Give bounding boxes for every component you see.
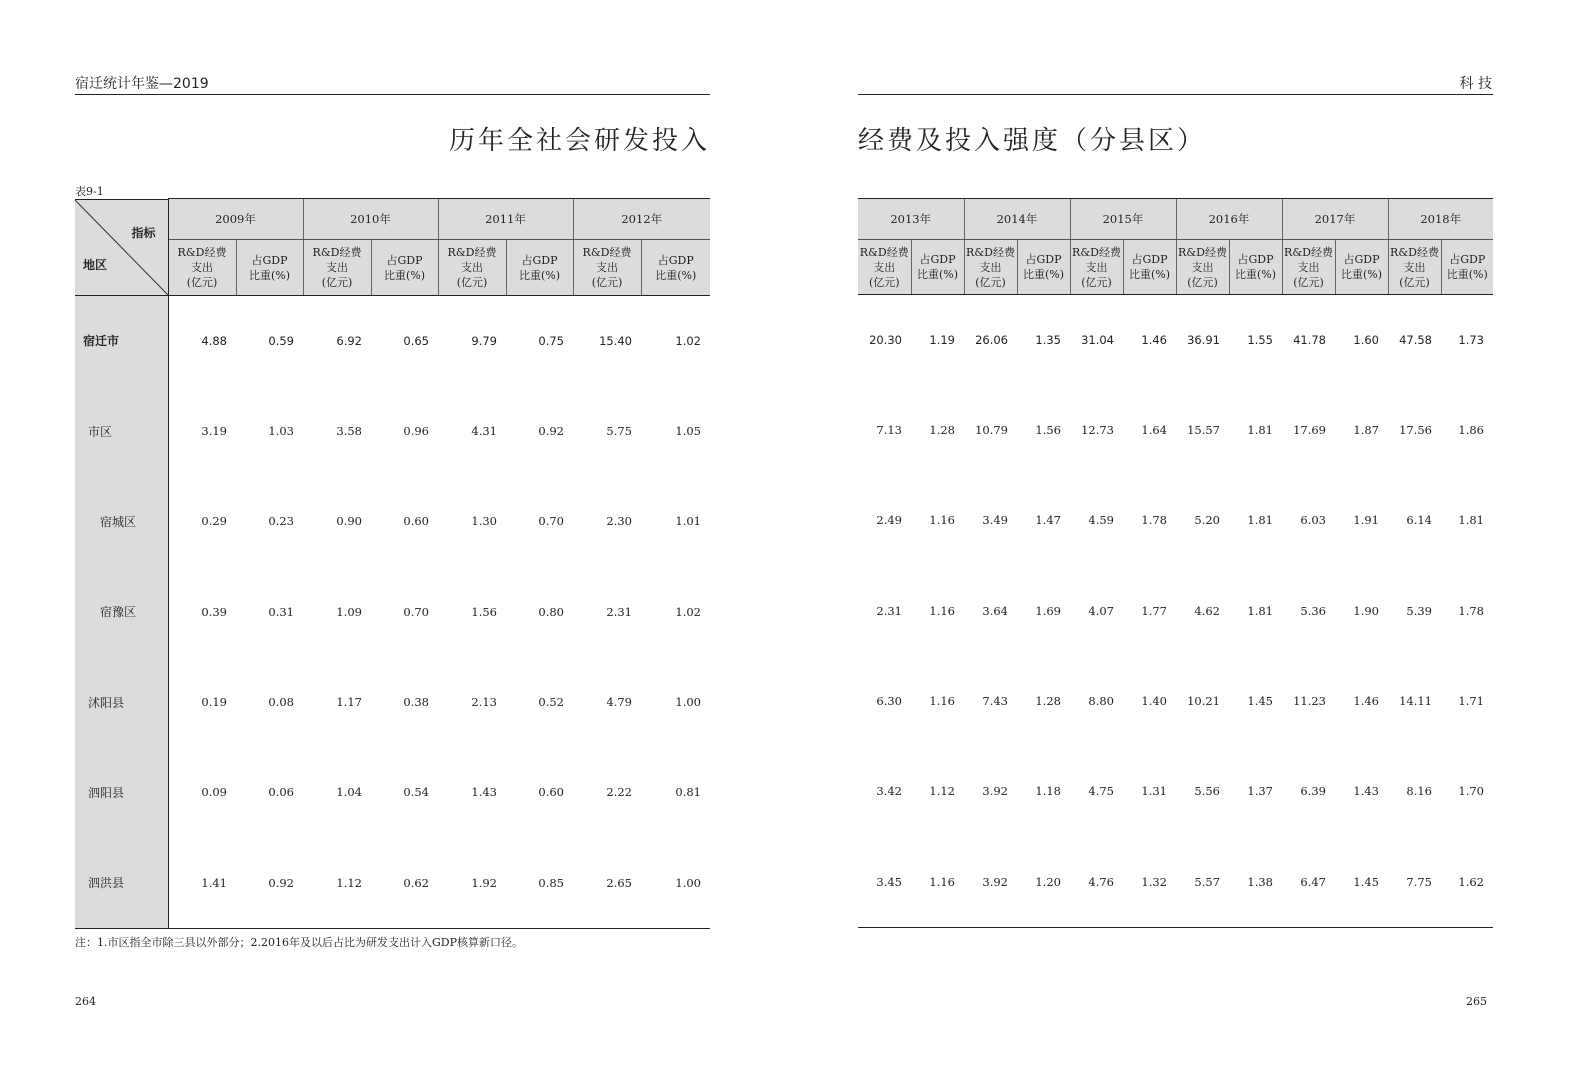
rd-expenditure-cell: 1.12: [303, 837, 371, 928]
header-text: 占GDP: [251, 253, 288, 267]
gdp-share-cell: 1.02: [675, 604, 701, 619]
gdp-share-cell: 1.86: [1458, 423, 1484, 438]
rd-expenditure-cell: 2.31: [606, 604, 632, 619]
rd-expenditure-cell: 5.57: [1176, 836, 1229, 927]
region-label: 宿迁市: [75, 296, 168, 387]
gdp-share-cell: 1.78: [1458, 603, 1484, 618]
rd-expenditure-cell: 31.04: [1081, 333, 1114, 347]
rd-expenditure-header: [573, 240, 641, 296]
gdp-share-cell: 1.81: [1247, 513, 1273, 528]
gdp-share-cell: 1.81: [1458, 513, 1484, 528]
gdp-share-cell: 1.55: [1247, 333, 1273, 347]
year-header: 2011年: [438, 199, 573, 240]
gdp-share-cell: 1.12: [929, 784, 955, 799]
header-text: 比重(%): [383, 268, 426, 282]
rd-expenditure-cell: 7.13: [876, 423, 902, 438]
rd-expenditure-cell: 6.39: [1300, 784, 1326, 799]
header-text: 比重(%): [1128, 268, 1171, 281]
rd-expenditure-cell: 10.21: [1187, 694, 1220, 709]
gdp-share-cell: 0.31: [268, 604, 294, 619]
rd-expenditure-cell: 1.56: [471, 604, 497, 619]
gdp-share-cell: 1.91: [1353, 513, 1379, 528]
region-label: 宿城区: [75, 476, 168, 566]
year-header: 2013年: [858, 199, 964, 240]
rd-expenditure-cell: 1.92: [438, 837, 506, 928]
gdp-share-cell: 0.54: [403, 785, 429, 800]
rd-expenditure-header: [303, 240, 371, 296]
rd-expenditure-cell: 2.31: [876, 603, 902, 618]
header-text: 支出: [596, 261, 618, 275]
gdp-share-header: [1335, 240, 1388, 295]
rd-expenditure-cell: 15.57: [1187, 423, 1220, 438]
running-header: 宿迁统计年鉴—2019: [75, 76, 209, 92]
data-table-left: [75, 198, 710, 929]
header-text: 比重(%): [518, 268, 561, 282]
rd-expenditure-cell: 8.16: [1406, 784, 1432, 799]
rd-expenditure-cell: 4.07: [1088, 603, 1114, 618]
header-text: (亿元): [1293, 275, 1324, 289]
rd-expenditure-cell: 5.36: [1300, 603, 1326, 618]
header-text: 支出: [1297, 260, 1320, 274]
rd-expenditure-cell: 6.30: [876, 694, 902, 709]
gdp-share-header: [1123, 240, 1176, 295]
rd-expenditure-header: [964, 240, 1017, 295]
rd-expenditure-cell: 41.78: [1293, 333, 1326, 347]
header-text: 支出: [873, 260, 896, 274]
gdp-share-cell: 1.43: [1353, 784, 1379, 799]
gdp-share-cell: 1.81: [1247, 603, 1273, 618]
gdp-share-header: [641, 240, 710, 296]
header-text: 支出: [461, 261, 483, 275]
year-header: 2009年: [168, 199, 303, 240]
rd-expenditure-cell: 3.42: [876, 784, 902, 799]
rd-expenditure-cell: 2.30: [606, 514, 632, 529]
header-text: R&D经费: [1284, 245, 1333, 259]
header-text: 支出: [1085, 260, 1108, 274]
header-text: R&D经费: [966, 245, 1015, 259]
rd-expenditure-cell: 10.79: [975, 423, 1008, 438]
gdp-share-cell: 1.81: [1247, 423, 1273, 438]
running-header-section: 科 技: [1459, 76, 1492, 92]
page-number-left: 264: [75, 995, 96, 1008]
table-number: 表9-1: [75, 185, 104, 198]
gdp-share-header: [506, 240, 573, 296]
header-text: 比重(%): [248, 268, 291, 282]
table-row: [75, 747, 710, 837]
table-row: [75, 567, 710, 657]
rd-expenditure-cell: 4.31: [471, 424, 497, 439]
region-label: 沭阳县: [75, 657, 168, 747]
header-text: R&D经费: [1072, 245, 1121, 259]
gdp-share-cell: 0.70: [403, 604, 429, 619]
year-header: 2015年: [1070, 199, 1176, 240]
rd-expenditure-cell: 3.58: [336, 424, 362, 439]
header-text: 比重(%): [916, 268, 959, 281]
header-text: R&D经费: [1390, 245, 1439, 259]
rd-expenditure-cell: 12.73: [1081, 423, 1114, 438]
table-row: [858, 746, 1493, 836]
region-label: 宿豫区: [75, 567, 168, 657]
page-number-right: 265: [1466, 995, 1487, 1008]
rd-expenditure-cell: 0.19: [201, 695, 227, 710]
header-text: 占GDP: [521, 253, 558, 267]
rd-expenditure-cell: 26.06: [975, 333, 1008, 347]
gdp-share-cell: 1.71: [1458, 694, 1484, 709]
gdp-share-cell: 0.52: [538, 695, 564, 710]
rd-expenditure-cell: 6.14: [1406, 513, 1432, 528]
gdp-share-cell: 1.32: [1123, 836, 1176, 927]
rd-expenditure-cell: 6.03: [1300, 513, 1326, 528]
rd-expenditure-cell: 14.11: [1399, 694, 1432, 709]
gdp-share-cell: 0.80: [538, 604, 564, 619]
gdp-share-header: [1441, 240, 1493, 295]
page-title-left: 历年全社会研发投入: [448, 126, 710, 156]
gdp-share-cell: 0.62: [371, 837, 438, 928]
rd-expenditure-cell: 0.39: [201, 604, 227, 619]
rd-expenditure-cell: 9.79: [471, 334, 497, 348]
rd-expenditure-cell: 1.43: [471, 785, 497, 800]
rd-expenditure-header: [1282, 240, 1335, 295]
rd-expenditure-cell: 5.20: [1194, 513, 1220, 528]
gdp-share-cell: 1.46: [1141, 333, 1167, 347]
rd-expenditure-cell: 15.40: [599, 334, 632, 348]
table-row: [858, 475, 1493, 565]
rd-expenditure-cell: 4.88: [201, 334, 227, 348]
rd-expenditure-cell: 7.43: [982, 694, 1008, 709]
rd-expenditure-header: [1388, 240, 1441, 295]
gdp-share-cell: 1.69: [1035, 603, 1061, 618]
rd-expenditure-header: [1176, 240, 1229, 295]
gdp-share-cell: 1.00: [675, 695, 701, 710]
table-row: [858, 656, 1493, 746]
rd-expenditure-header: [858, 240, 911, 295]
rd-expenditure-cell: 17.69: [1293, 423, 1326, 438]
rd-expenditure-cell: 3.49: [982, 513, 1008, 528]
rd-expenditure-cell: 6.92: [336, 334, 362, 348]
header-text: 支出: [326, 261, 348, 275]
right-page: [793, 0, 1587, 1077]
gdp-share-cell: 0.06: [268, 785, 294, 800]
gdp-share-cell: 1.16: [911, 836, 964, 927]
year-header: 2014年: [964, 199, 1070, 240]
rd-expenditure-cell: 36.91: [1187, 333, 1220, 347]
year-header: 2010年: [303, 199, 438, 240]
gdp-share-header: [911, 240, 964, 295]
header-rule: [75, 94, 710, 95]
corner-indicator-label: 指标: [131, 225, 156, 240]
rd-expenditure-cell: 1.30: [471, 514, 497, 529]
header-text: R&D经费: [447, 246, 497, 260]
rd-expenditure-cell: 5.75: [606, 424, 632, 439]
gdp-share-cell: 1.90: [1353, 603, 1379, 618]
gdp-share-cell: 1.01: [675, 514, 701, 529]
rd-expenditure-cell: 7.75: [1388, 836, 1441, 927]
table-footnote: 注：1.市区指全市除三县以外部分；2.2016年及以后占比为研发支出计入GDP核算新口径。: [75, 936, 523, 949]
rd-expenditure-header: [168, 240, 236, 296]
rd-expenditure-cell: 0.90: [336, 514, 362, 529]
rd-expenditure-cell: 1.09: [336, 604, 362, 619]
header-text: (亿元): [975, 275, 1006, 289]
rd-expenditure-cell: 0.09: [201, 785, 227, 800]
gdp-share-cell: 1.03: [268, 424, 294, 439]
rd-expenditure-cell: 4.76: [1070, 836, 1123, 927]
rd-expenditure-cell: 2.49: [876, 513, 902, 528]
rd-expenditure-header: [438, 240, 506, 296]
header-rule: [858, 94, 1493, 95]
header-text: R&D经费: [312, 246, 362, 260]
gdp-share-cell: 0.60: [538, 785, 564, 800]
year-header: 2017年: [1282, 199, 1388, 240]
gdp-share-cell: 1.78: [1141, 513, 1167, 528]
header-text: 占GDP: [1449, 253, 1486, 266]
header-text: R&D经费: [177, 246, 227, 260]
rd-expenditure-cell: 3.19: [201, 424, 227, 439]
year-header: 2018年: [1388, 199, 1493, 240]
rd-expenditure-cell: 2.13: [471, 695, 497, 710]
header-text: (亿元): [456, 276, 488, 290]
rd-expenditure-cell: 17.56: [1399, 423, 1432, 438]
rd-expenditure-cell: 1.04: [336, 785, 362, 800]
gdp-share-cell: 0.70: [538, 514, 564, 529]
header-text: 占GDP: [1343, 253, 1380, 266]
year-header: 2012年: [573, 199, 710, 240]
gdp-share-cell: 1.28: [1035, 694, 1061, 709]
rd-expenditure-cell: 1.17: [336, 695, 362, 710]
rd-expenditure-cell: 4.62: [1194, 603, 1220, 618]
table-row: [858, 836, 1493, 927]
header-text: 占GDP: [1237, 253, 1274, 266]
gdp-share-cell: 1.16: [929, 603, 955, 618]
table-row: [75, 837, 710, 928]
header-text: 比重(%): [1340, 268, 1383, 281]
corner-cell: [75, 199, 168, 296]
gdp-share-cell: 1.56: [1035, 423, 1061, 438]
rd-expenditure-cell: 3.45: [858, 836, 911, 927]
gdp-share-cell: 1.31: [1141, 784, 1167, 799]
gdp-share-cell: 1.19: [929, 333, 955, 347]
gdp-share-cell: 1.38: [1229, 836, 1282, 927]
gdp-share-cell: 1.47: [1035, 513, 1061, 528]
table-row: [858, 566, 1493, 656]
gdp-share-header: [236, 240, 303, 296]
table-row: [75, 296, 710, 387]
gdp-share-cell: 1.64: [1141, 423, 1167, 438]
gdp-share-header: [1017, 240, 1070, 295]
header-text: 比重(%): [1234, 268, 1277, 281]
gdp-share-cell: 1.60: [1353, 333, 1379, 347]
gdp-share-cell: 0.92: [236, 837, 303, 928]
gdp-share-cell: 0.60: [403, 514, 429, 529]
rd-expenditure-cell: 2.65: [573, 837, 641, 928]
gdp-share-cell: 1.77: [1141, 603, 1167, 618]
gdp-share-cell: 0.59: [268, 334, 294, 348]
header-text: R&D经费: [582, 246, 632, 260]
table-row: [75, 386, 710, 476]
header-text: 支出: [1403, 260, 1426, 274]
rd-expenditure-cell: 5.39: [1406, 603, 1432, 618]
gdp-share-cell: 1.05: [675, 424, 701, 439]
gdp-share-cell: 1.45: [1247, 694, 1273, 709]
rd-expenditure-cell: 5.56: [1194, 784, 1220, 799]
gdp-share-cell: 1.45: [1335, 836, 1388, 927]
gdp-share-cell: 0.65: [403, 334, 429, 348]
region-label: 泗洪县: [75, 837, 168, 928]
header-text: R&D经费: [1178, 245, 1227, 259]
rd-expenditure-cell: 47.58: [1399, 333, 1432, 347]
table-row: [858, 385, 1493, 475]
gdp-share-cell: 0.96: [403, 424, 429, 439]
gdp-share-cell: 1.87: [1353, 423, 1379, 438]
rd-expenditure-cell: 6.47: [1282, 836, 1335, 927]
gdp-share-cell: 0.08: [268, 695, 294, 710]
header-text: 比重(%): [655, 268, 697, 282]
header-text: 支出: [979, 260, 1002, 274]
gdp-share-header: [1229, 240, 1282, 295]
gdp-share-cell: 1.02: [675, 334, 701, 348]
header-text: 占GDP: [919, 253, 956, 266]
rd-expenditure-cell: 4.79: [606, 695, 632, 710]
header-text: 比重(%): [1446, 268, 1488, 281]
rd-expenditure-cell: 2.22: [606, 785, 632, 800]
gdp-share-cell: 1.40: [1141, 694, 1167, 709]
header-text: 支出: [191, 261, 213, 275]
header-text: 支出: [1191, 260, 1214, 274]
gdp-share-cell: 0.85: [506, 837, 573, 928]
rd-expenditure-header: [1070, 240, 1123, 295]
gdp-share-cell: 1.00: [641, 837, 710, 928]
gdp-share-cell: 0.81: [675, 785, 701, 800]
header-text: (亿元): [321, 276, 353, 290]
gdp-share-cell: 1.18: [1035, 784, 1061, 799]
gdp-share-cell: 1.46: [1353, 694, 1379, 709]
header-text: 比重(%): [1022, 268, 1065, 281]
region-label: 市区: [75, 386, 168, 476]
page-title-right: 经费及投入强度（分县区）: [858, 126, 1207, 156]
header-text: 占GDP: [386, 253, 423, 267]
rd-expenditure-cell: 8.80: [1088, 694, 1114, 709]
table-row: [75, 657, 710, 747]
gdp-share-header: [371, 240, 438, 296]
gdp-share-cell: 1.70: [1458, 784, 1484, 799]
header-text: (亿元): [868, 275, 900, 289]
gdp-share-cell: 0.38: [403, 695, 429, 710]
rd-expenditure-cell: 11.23: [1293, 694, 1326, 709]
region-label: 泗阳县: [75, 747, 168, 837]
diagonal-line: [75, 200, 168, 295]
left-page: [0, 0, 793, 1077]
corner-region-label: 地区: [83, 257, 108, 272]
data-table-right: [858, 198, 1493, 928]
year-header: 2016年: [1176, 199, 1282, 240]
gdp-share-cell: 1.16: [929, 694, 955, 709]
gdp-share-cell: 0.23: [268, 514, 294, 529]
gdp-share-cell: 1.37: [1247, 784, 1273, 799]
header-text: (亿元): [591, 276, 623, 290]
rd-expenditure-cell: 0.29: [201, 514, 227, 529]
gdp-share-cell: 1.62: [1441, 836, 1493, 927]
rd-expenditure-cell: 3.64: [982, 603, 1008, 618]
header-text: R&D经费: [859, 245, 909, 259]
header-text: (亿元): [1081, 275, 1112, 289]
rd-expenditure-cell: 3.92: [964, 836, 1017, 927]
gdp-share-cell: 0.75: [538, 334, 564, 348]
header-text: 占GDP: [657, 253, 694, 267]
header-text: 占GDP: [1025, 253, 1062, 266]
header-text: 占GDP: [1131, 253, 1168, 266]
rd-expenditure-cell: 1.41: [168, 837, 236, 928]
rd-expenditure-cell: 4.59: [1088, 513, 1114, 528]
header-text: (亿元): [186, 276, 218, 290]
gdp-share-cell: 1.16: [929, 513, 955, 528]
gdp-share-cell: 0.92: [538, 424, 564, 439]
table-row: [858, 295, 1493, 386]
gdp-share-cell: 1.20: [1017, 836, 1070, 927]
rd-expenditure-cell: 4.75: [1088, 784, 1114, 799]
rd-expenditure-cell: 20.30: [869, 333, 902, 347]
header-text: (亿元): [1187, 275, 1218, 289]
rd-expenditure-cell: 3.92: [982, 784, 1008, 799]
table-row: [75, 476, 710, 566]
gdp-share-cell: 1.28: [929, 423, 955, 438]
gdp-share-cell: 1.73: [1458, 333, 1484, 347]
gdp-share-cell: 1.35: [1035, 333, 1061, 347]
header-text: (亿元): [1399, 275, 1430, 289]
